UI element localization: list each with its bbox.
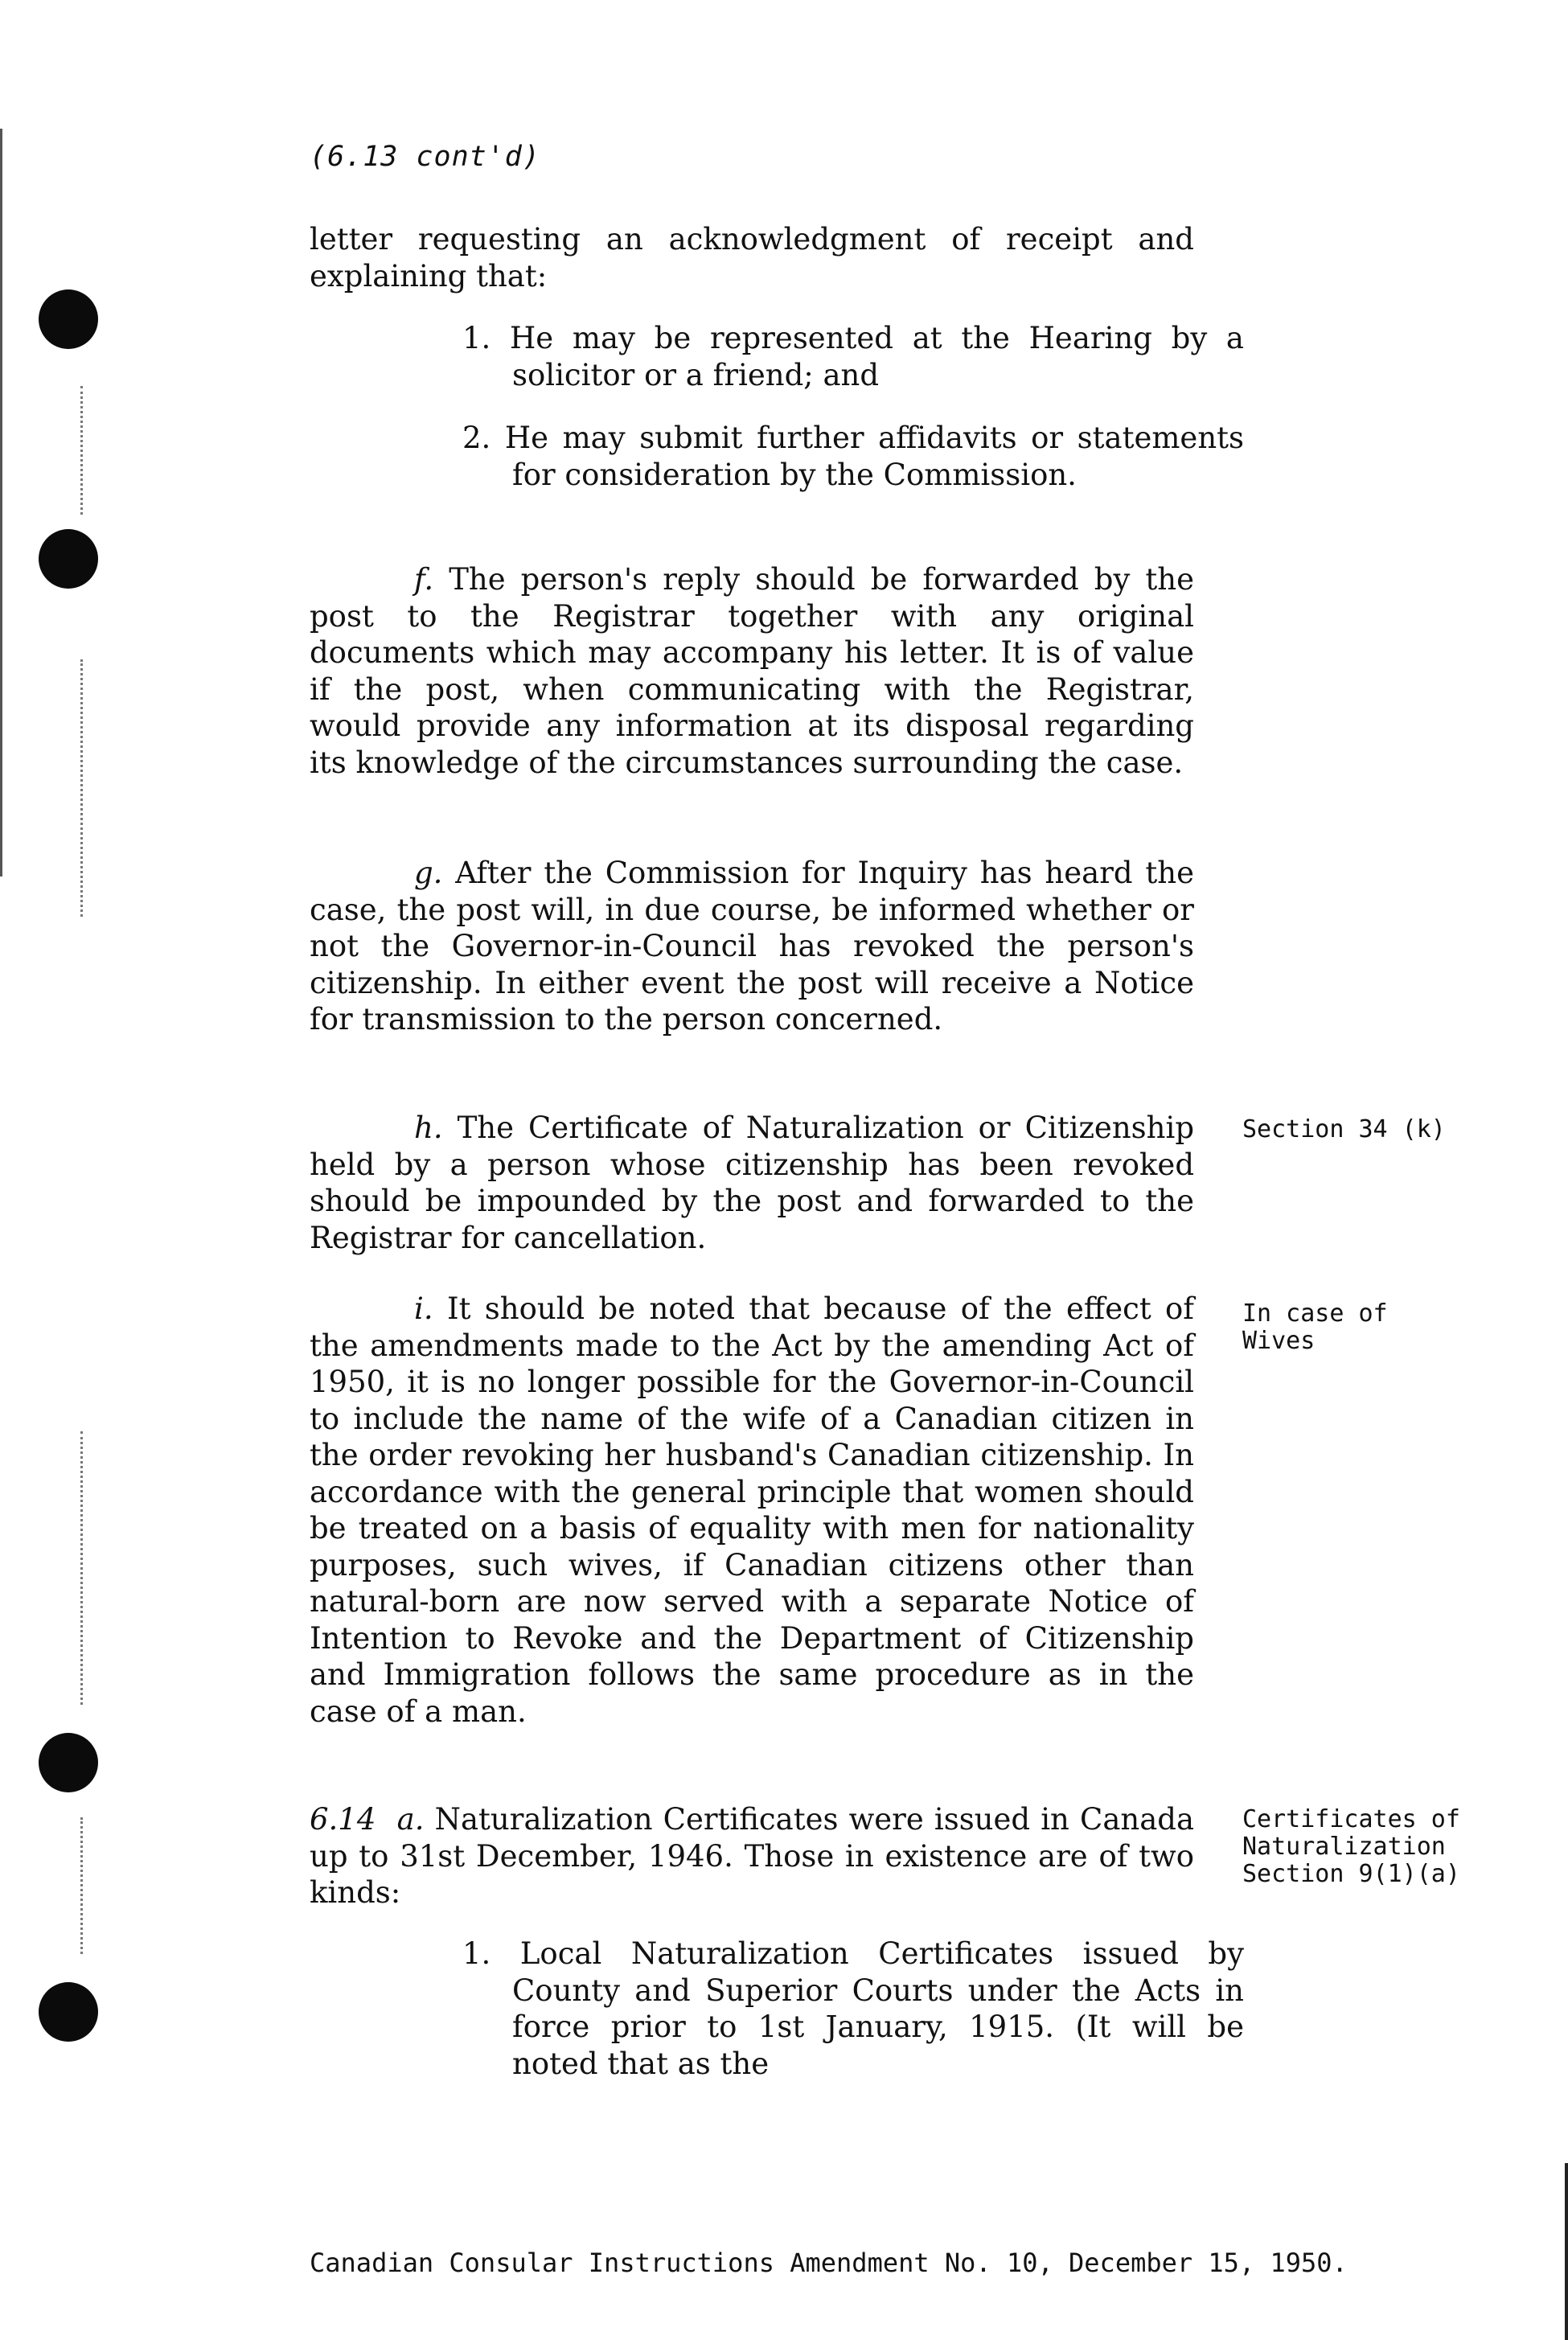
punch-hole-4 (39, 1982, 98, 2042)
scan-specks-4 (80, 1817, 88, 1954)
paragraph-g: g. After the Commission for Inquiry has heard the case, the post will, in due course, be informed whether or not the Governor-in-Council has revoked the person's citizenship. In either event the post will receive a Notice for transmission to the person concerned. (310, 856, 1195, 1037)
paragraph-h: h. The Certificate of Naturalization or Citizenship held by a person whose citizenship has been revoked should be impounded by the post and forwarded to the Registrar for cancellation. (310, 1110, 1194, 1255)
punch-hole-3 (39, 1733, 98, 1792)
opening-paragraph: letter requesting an acknowledgment of receipt and explaining that: (310, 222, 1194, 294)
paragraph-letter-g: g. (414, 856, 443, 890)
footer-amendment-line: Canadian Consular Instructions Amendment No. 10, December 15, 1950. (310, 2248, 1348, 2278)
paragraph-letter-h: h. (414, 1110, 443, 1145)
section-6-14-list-item-1: 1. Local Naturalization Certificates issued by County and Superior Courts under the Acts in force prior to 1st January, 1915. (It will be noted that as the (462, 1936, 1245, 2081)
continuation-header: (6.13 cont'd) (310, 141, 540, 173)
paragraph-i: i. It should be noted that because of the effect of the amendments made to the Act by the amending Act of 1950, it is no longer possible for the Governor-in-Council to include the name of the wife of a Canadian citizen in the order revoking her husband's Canadian citizenship. In accordance with the general principle that women should be treated on a basis of equality with men for nationality purposes, such wives, if Canadian citizens other than natural-born are now served with a separate Notice of Intention to Revoke and the Department of Citizenship and Immigration follows the same procedure as in the case of a man. (310, 1291, 1194, 1729)
section-number: 6.14 (310, 1802, 376, 1837)
paragraph-letter-a: a. (396, 1802, 425, 1837)
punch-hole-1 (39, 289, 98, 349)
punch-hole-2 (39, 529, 98, 589)
scan-specks-3 (80, 1431, 88, 1705)
list-item-1: 1. He may be represented at the Hearing by a solicitor or a friend; and (462, 321, 1244, 392)
binding-edge-line (0, 129, 2, 876)
margin-note-certificates: Certificates of Naturalization Section 9(1)(a) (1242, 1805, 1460, 1888)
paragraph-f: f. The person's reply should be forwarded by the post to the Registrar together with any original documents which may accompany his letter. It is of value if the post, when communicating with the Registrar, would provide any information at its disposal regarding its knowledge of the circumstances surrounding the case. (310, 562, 1194, 780)
paragraph-letter-i: i. (414, 1291, 433, 1326)
list-item-2: 2. He may submit further affidavits or statements for consideration by the Commission. (462, 421, 1245, 492)
scan-specks-2 (80, 659, 88, 917)
margin-note-section-34k: Section 34 (k) (1242, 1115, 1446, 1143)
paragraph-letter-f: f. (414, 562, 434, 597)
margin-note-wives: In case of Wives (1242, 1299, 1388, 1355)
scan-right-edge (1565, 2163, 1568, 2340)
scan-specks-1 (80, 386, 88, 515)
section-6-14-paragraph: 6.14 a. Naturalization Certificates were issued in Canada up to 31st December, 1946. Those in existence are of two kinds: (310, 1802, 1195, 1910)
